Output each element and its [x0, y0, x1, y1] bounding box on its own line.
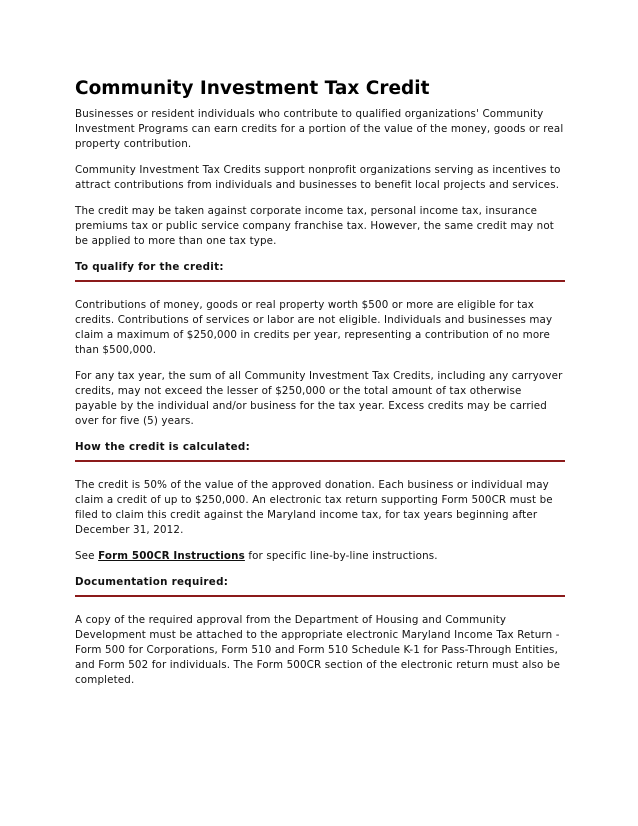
- qualify-heading: To qualify for the credit:: [75, 260, 565, 282]
- intro-paragraph-3: The credit may be taken against corporate income tax, personal income tax, insurance premiums tax or public service company franchise tax. However, the same credit may not be applied to more than one tax type.: [75, 205, 554, 247]
- page-title: Community Investment Tax Credit: [75, 78, 430, 99]
- qualify-paragraph-2: For any tax year, the sum of all Community Investment Tax Credits, including any carryover credits, may not exceed the lesser of $250,000 or the total amount of tax otherwise payable by the individual and/or business for the tax year. Excess credits may be carried over for five (5) years.: [75, 370, 563, 427]
- documentation-heading: Documentation required:: [75, 575, 565, 597]
- intro-paragraph-1: Businesses or resident individuals who contribute to qualified organizations' Community Investment Programs can earn credits for a portion of the value of the money, goods or real property contribution.: [75, 108, 564, 150]
- document-page: [75, 78, 565, 699]
- see-suffix: for specific line-by-line instructions.: [244, 550, 438, 562]
- see-prefix: See: [75, 550, 99, 562]
- form-500cr-instructions-link[interactable]: Form 500CR Instructions: [98, 550, 245, 562]
- calculated-heading: How the credit is calculated:: [75, 440, 565, 462]
- see-instructions-line: [75, 549, 565, 564]
- documentation-paragraph: A copy of the required approval from the Department of Housing and Community Development must be attached to the appropriate electronic Maryland Income Tax Return - Form 500 for Corporations, Form 510 and Form 510 Schedule K-1 for Pass-Through Entities, and Form 502 for individuals. The Form 500CR section of the electronic return must also be completed.: [75, 614, 561, 686]
- qualify-paragraph-1: Contributions of money, goods or real property worth $500 or more are eligible for tax credits. Contributions of services or labor are not eligible. Individuals and businesses may claim a maximum of $250,000 in credits per year, representing a contribution of no more than $500,000.: [75, 299, 553, 356]
- intro-paragraph-2: Community Investment Tax Credits support nonprofit organizations serving as incentives to attract contributions from individuals and businesses to benefit local projects and services.: [75, 164, 561, 191]
- calculated-paragraph: The credit is 50% of the value of the approved donation. Each business or individual may claim a credit of up to $250,000. An electronic tax return supporting Form 500CR must be filed to claim this credit against the Maryland income tax, for tax years beginning after December 31, 2012.: [75, 479, 553, 536]
